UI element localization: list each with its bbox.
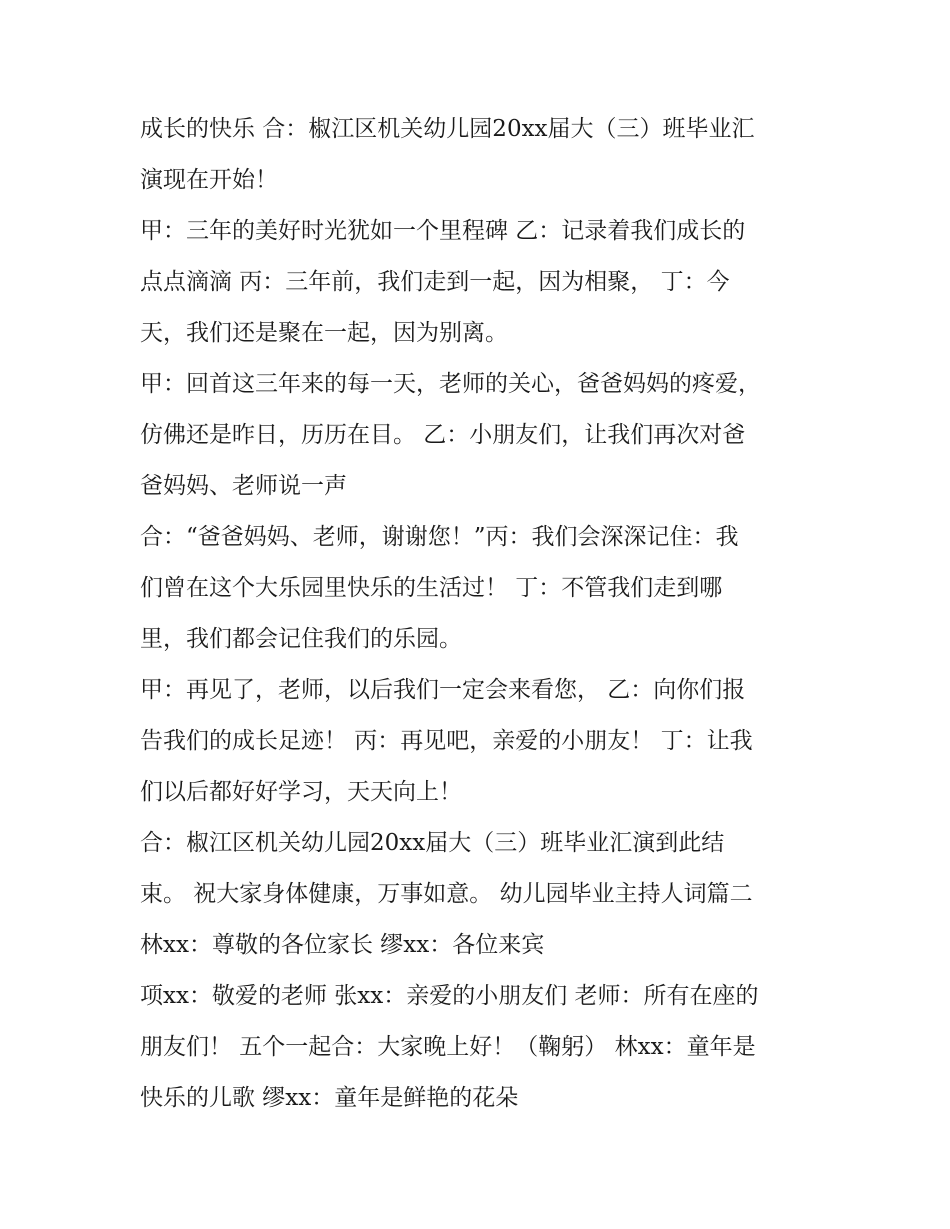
text-line: 甲：再见了，老师，以后我们一定会来看您， 乙：向你们报 bbox=[140, 677, 746, 703]
text-line: 演现在开始！ bbox=[140, 167, 278, 193]
text-line: 告我们的成长足迹！ 丙：再见吧，亲爱的小朋友！ 丁：让我 bbox=[140, 728, 753, 754]
text-line: 天，我们还是聚在一起，因为别离。 bbox=[140, 320, 508, 346]
text-line: 点点滴滴 丙：三年前，我们走到一起，因为相聚， 丁：今 bbox=[140, 269, 730, 295]
text-line: 爸妈妈、老师说一声 bbox=[140, 473, 347, 499]
text-line: 们以后都好好学习，天天向上！ bbox=[140, 779, 462, 805]
document-body bbox=[140, 104, 820, 1124]
text-line: 朋友们！ 五个一起合：大家晚上好！（鞠躬） 林xx：童年是 bbox=[140, 1034, 756, 1060]
text-line: 合：“爸爸妈妈、老师，谢谢您！”丙：我们会深深记住：我 bbox=[140, 524, 739, 550]
text-line: 束。 祝大家身体健康，万事如意。 幼儿园毕业主持人词篇二 bbox=[140, 881, 753, 907]
text-line: 甲：三年的美好时光犹如一个里程碑 乙：记录着我们成长的 bbox=[140, 218, 746, 244]
text-line: 项xx：敬爱的老师 张xx：亲爱的小朋友们 老师：所有在座的 bbox=[140, 983, 759, 1009]
text-line: 成长的快乐 合：椒江区机关幼儿园20xx届大（三）班毕业汇 bbox=[140, 116, 755, 142]
text-line: 们曾在这个大乐园里快乐的生活过！ 丁：不管我们走到哪 bbox=[140, 575, 723, 601]
text-line: 合：椒江区机关幼儿园20xx届大（三）班毕业汇演到此结 bbox=[140, 830, 725, 856]
text-line: 林xx：尊敬的各位家长 缪xx：各位来宾 bbox=[140, 932, 545, 958]
text-line: 里，我们都会记住我们的乐园。 bbox=[140, 626, 462, 652]
text-line: 仿佛还是昨日，历历在目。 乙：小朋友们，让我们再次对爸 bbox=[140, 422, 746, 448]
text-line: 甲：回首这三年来的每一天，老师的关心，爸爸妈妈的疼爱， bbox=[140, 371, 761, 397]
text-line: 快乐的儿歌 缪xx：童年是鲜艳的花朵 bbox=[140, 1085, 519, 1111]
